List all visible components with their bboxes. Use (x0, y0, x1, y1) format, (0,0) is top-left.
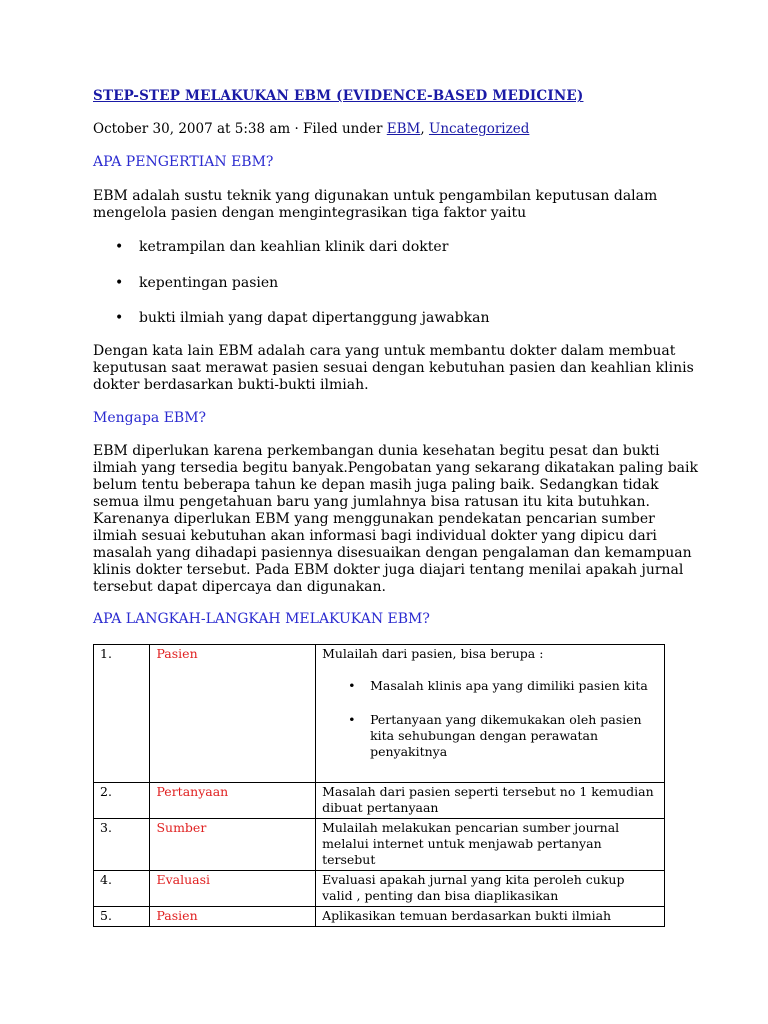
intro-paragraph (93, 188, 673, 222)
step-name: Pertanyaan (150, 783, 316, 819)
heading-apa-pengertian: APA PENGERTIAN EBM? (93, 154, 274, 170)
step-name: Pasien (150, 645, 316, 783)
step-description (316, 871, 665, 907)
table-row (94, 907, 665, 927)
table-row (94, 783, 665, 819)
step-name: Sumber (150, 819, 316, 871)
text-line: mengelola pasien dengan mengintegrasikan tiga faktor yaitu (93, 205, 527, 221)
description-line: tersebut (322, 852, 376, 867)
text-line: tersebut dapat dipercaya dan digunakan. (93, 579, 386, 595)
text-line: keputusan saat merawat pasien sesuai dengan kebutuhan pasien dan keahlian klinis (93, 360, 694, 376)
text-line: klinis dokter tersebut. Pada EBM dokter juga diajari tentang menilai apakah jurnal (93, 562, 684, 578)
list-item: • bukti ilmiah yang dapat dipertanggung jawabkan (93, 310, 489, 326)
category-link-uncategorized[interactable]: Uncategorized (428, 121, 530, 137)
post-meta (93, 121, 529, 137)
list-item: • kepentingan pasien (93, 275, 278, 291)
description-line: Masalah dari pasien seperti tersebut no 1 kemudian (322, 784, 654, 799)
text-line: ilmiah sesuai kebutuhan akan informasi bagi individual dokter yang dipicu dari (93, 528, 657, 544)
description-line: kita sehubungan dengan perawatan (370, 728, 599, 743)
list-item: • ketrampilan dan keahlian klinik dari dokter (93, 239, 448, 255)
patient-sub-list (322, 678, 658, 760)
step-number: 3. (94, 819, 150, 871)
list-item (322, 678, 658, 694)
table-row (94, 645, 665, 783)
step-name: Evaluasi (150, 871, 316, 907)
text-line: semua ilmu pengetahuan baru yang jumlahnya bisa ratusan itu kita butuhkan. (93, 494, 650, 510)
outro-paragraph (93, 343, 694, 394)
description-line: Evaluasi apakah jurnal yang kita peroleh cukup (322, 872, 625, 887)
text-line: Karenanya diperlukan EBM yang menggunakan pendekatan pencarian sumber (93, 511, 655, 527)
text-line: masalah yang dihadapi pasiennya disesuaikan dengan pengalaman dan kemampuan (93, 545, 692, 561)
text-line: Dengan kata lain EBM adalah cara yang untuk membantu dokter dalam membuat (93, 343, 676, 359)
article-title[interactable]: STEP-STEP MELAKUKAN EBM (EVIDENCE-BASED MEDICINE) (93, 88, 584, 104)
step-description (316, 819, 665, 871)
description-line: Mulailah melakukan pencarian sumber journal (322, 820, 620, 835)
description-line: melalui internet untuk menjawab pertanyan (322, 836, 602, 851)
description-line: • Pertanyaan yang dikemukakan oleh pasien (370, 712, 642, 727)
description-line: • Masalah klinis apa yang dimiliki pasien kita (370, 678, 648, 693)
ebm-steps-table (93, 644, 665, 927)
mengapa-paragraph (93, 443, 698, 596)
step-description (316, 907, 665, 927)
step-description (316, 783, 665, 819)
text-line: ilmiah yang tersedia begitu banyak.Pengobatan yang sekarang dikatakan paling baik (93, 460, 698, 476)
description-line: Mulailah dari pasien, bisa berupa : (322, 646, 544, 661)
step-name: Pasien (150, 907, 316, 927)
step-description (316, 645, 665, 783)
heading-mengapa-ebm: Mengapa EBM? (93, 410, 207, 426)
text-line: EBM diperlukan karena perkembangan dunia kesehatan begitu pesat dan bukti (93, 443, 660, 459)
post-date: October 30, 2007 at 5:38 am · Filed under (93, 121, 387, 137)
description-line: valid , penting dan bisa diaplikasikan (322, 888, 559, 903)
step-number: 4. (94, 871, 150, 907)
text-line: EBM adalah sustu teknik yang digunakan untuk pengambilan keputusan dalam (93, 188, 658, 204)
step-number: 5. (94, 907, 150, 927)
description-line: Aplikasikan temuan berdasarkan bukti ilmiah (322, 908, 612, 923)
list-item (322, 712, 658, 760)
category-separator: , (420, 121, 429, 137)
category-link-ebm[interactable]: EBM (386, 121, 421, 137)
step-number: 1. (94, 645, 150, 783)
text-line: dokter berdasarkan bukti-bukti ilmiah. (93, 377, 369, 393)
step-number: 2. (94, 783, 150, 819)
heading-langkah-ebm: APA LANGKAH-LANGKAH MELAKUKAN EBM? (93, 611, 430, 627)
table-row (94, 819, 665, 871)
text-line: belum tentu beberapa tahun ke depan masih juga paling baik. Sedangkan tidak (93, 477, 659, 493)
table-row (94, 871, 665, 907)
description-line: dibuat pertanyaan (322, 800, 439, 815)
description-line: penyakitnya (370, 744, 448, 759)
